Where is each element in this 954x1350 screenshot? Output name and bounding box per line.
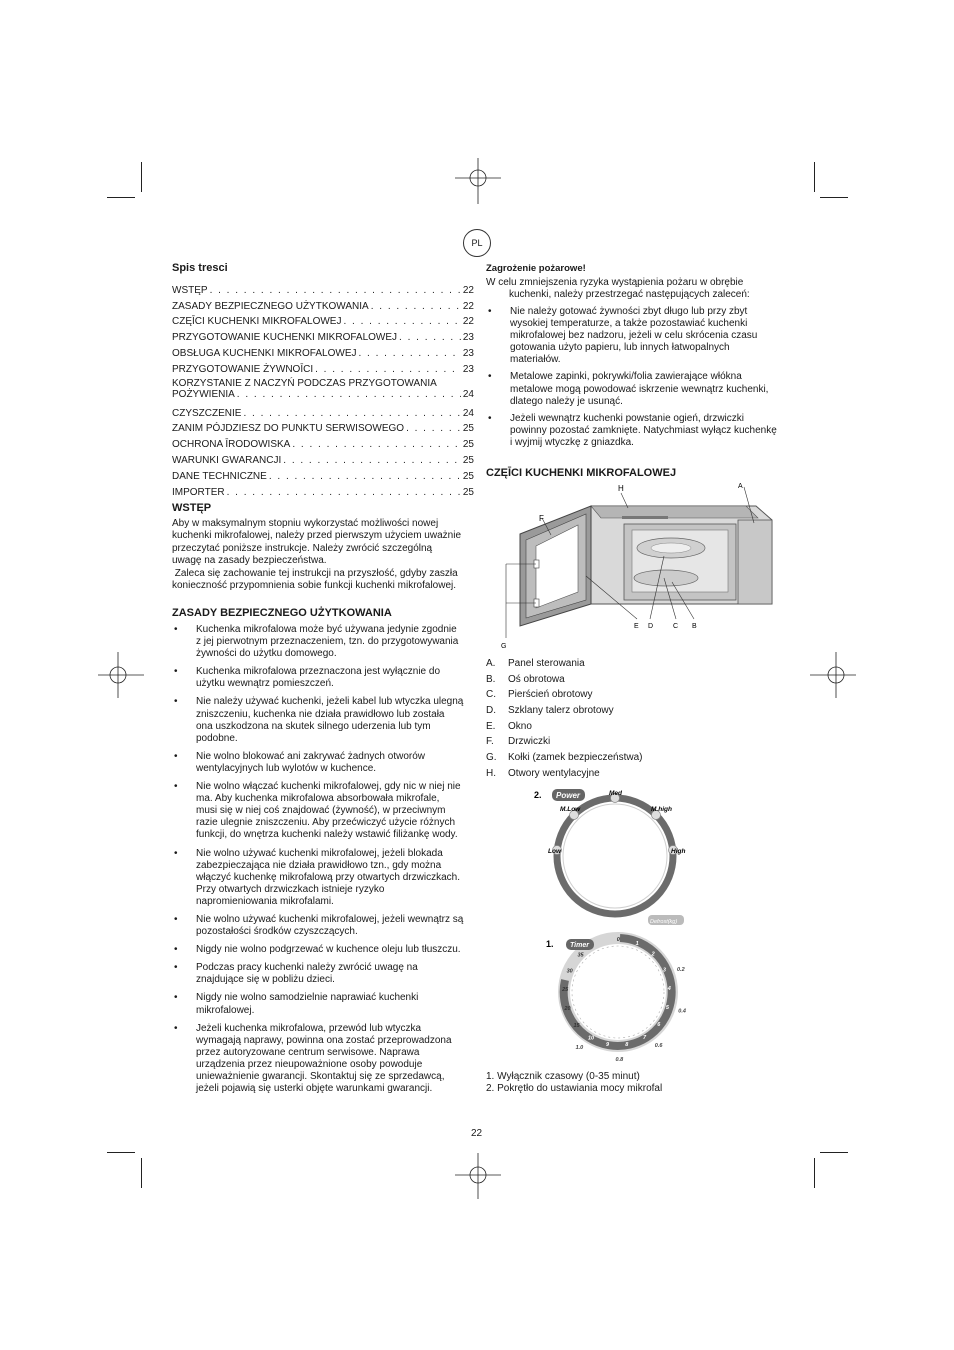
toc-item[interactable]: PRZYGOTOWANIE ŻYWNOĪCI . . . 23 — [172, 359, 474, 375]
list-item: B. Oś obrotowa — [486, 673, 565, 685]
toc-item[interactable]: PRZYGOTOWANIE KUCHENKI MIKROFALOWEJ . . . 23 — [172, 327, 474, 343]
safety-list — [172, 624, 482, 1101]
list-item: • Jeżeli wewnątrz kuchenki powstanie ogień, drzwiczki powinny pozostać zamknięte. Natychmiast wyłącz kuchenkę i wyjmij wtyczkę z gniazdka. — [486, 413, 796, 449]
label-high: High — [671, 848, 686, 855]
svg-text:Timer: Timer — [570, 942, 589, 949]
list-item: • Nigdy nie wolno podgrzewać w kuchence oleju lub tłuszczu. — [172, 944, 482, 956]
defrost-tick-label: 0.8 — [615, 1057, 624, 1063]
list-item: • Metalowe zapinki, pokrywki/folia zawierające włókna metalowe mogą powodować iskrzenie wewnątrz kuchenki, dlatego należy je usunąć. — [486, 371, 796, 407]
timer-tick-label: 30 — [566, 968, 573, 975]
crop-mark — [820, 1152, 848, 1153]
toc-item[interactable]: IMPORTER . . . 25 — [172, 482, 474, 498]
fire-intro: W celu zmniejszenia ryzyka wystąpienia pożaru w obrębie kuchenki, należy przestrzegać następujących zaleceń: — [486, 277, 750, 301]
timer-tick-label: 25 — [562, 987, 569, 993]
table-of-contents — [172, 280, 474, 498]
page-number: 22 — [471, 1128, 483, 1139]
toc-item[interactable]: ZANIM PÓJDZIESZ DO PUNKTU SERWISOWEGO . . . 25 — [172, 419, 474, 435]
language-badge: PL — [463, 229, 491, 257]
list-item: • Nigdy nie wolno samodzielnie naprawiać kuchenki mikrofalowej. — [172, 992, 482, 1016]
toc-item[interactable]: WSTĘP . . . 22 — [172, 280, 474, 296]
crop-mark — [107, 1152, 135, 1153]
label-c: C — [673, 623, 679, 630]
list-item: • Nie należy gotować żywności zbyt długo lub przy zbyt wysokiej temperaturze, a także pozostawiać kuchenki mikrofalowej bez nadzoru, jeżeli w celu skrócenia czasu gotowania użyto papieru, lub innych łatwopalnych materiałów. — [486, 306, 796, 366]
label-med: Med — [609, 790, 622, 797]
label-g: G — [501, 643, 507, 650]
list-item: F. Drzwiczki — [486, 736, 551, 748]
label-b: B — [692, 623, 697, 630]
registration-mark-icon — [455, 1153, 501, 1199]
list-item: • Kuchenka mikrofalowa przeznaczona jest wyłącznie do użytku wewnątrz pomieszczeń. — [172, 666, 482, 690]
toc-item[interactable]: OCHRONA ĪRODOWISKA . . . 25 — [172, 434, 474, 450]
section-heading-safety: ZASADY BEZPIECZNEGO UŻYTKOWANIA — [172, 607, 392, 619]
label-h: H — [618, 484, 624, 493]
label-d: D — [648, 623, 654, 630]
list-item: • Podczas pracy kuchenki należy zwrócić uwagę na znajdujące się w pobliżu dzieci. — [172, 962, 482, 986]
control-panel — [738, 520, 772, 604]
label-mhigh: M.high — [651, 806, 672, 813]
timer-tick-label: 0 — [616, 937, 620, 943]
dial-captions: 1. Wyłącznik czasowy (0-35 minut) 2. Pokrętło do ustawiania mocy mikrofal — [486, 1071, 663, 1095]
toc-item[interactable]: OBSŁUGA KUCHENKI MIKROFALOWEJ . . . 23 — [172, 343, 474, 359]
toc-item[interactable]: KORZYSTANIE Z NACZYŃ PODCZAS PRZYGOTOWANIA POŻYWIENIA . . . 24 — [172, 378, 474, 400]
crop-mark — [141, 1158, 142, 1188]
svg-text:Defrost(kg): Defrost(kg) — [650, 919, 678, 925]
section-heading-intro: WSTĘP — [172, 502, 212, 514]
label-low: Low — [548, 848, 561, 855]
power-dial[interactable] — [530, 784, 700, 924]
label-e: E — [634, 623, 639, 630]
timer-tick-label: 9 — [606, 1042, 610, 1049]
registration-mark-icon — [455, 158, 501, 204]
list-item: • Nie wolno blokować ani zakrywać żadnych otworów wentylacyjnych lub wylotów w kuchence. — [172, 751, 482, 775]
list-item: • Nie należy używać kuchenki, jeżeli kabel lub wtyczka ulegną zniszczeniu, kuchenka nie działa prawidłowo lub została ona uszkodzona na skutek silnego uderzenia lub tym podobne. — [172, 696, 482, 744]
timer-tick-label: 10 — [588, 1035, 595, 1042]
label-mlow: M.Low — [560, 806, 581, 813]
dial-number: 2. — [534, 790, 542, 800]
svg-text:Power: Power — [556, 791, 581, 800]
toc-item[interactable]: CZĘĪCI KUCHENKI MIKROFALOWEJ . . . 22 — [172, 312, 474, 328]
timer-tick-label: 1 — [635, 941, 639, 948]
timer-tick-label: 3 — [662, 967, 666, 974]
microwave-diagram — [496, 478, 786, 653]
defrost-tick-label: 0.6 — [654, 1043, 663, 1050]
crop-mark — [141, 162, 142, 192]
defrost-tick-label: 1.0 — [575, 1044, 584, 1051]
timer-tick-label: 35 — [577, 952, 584, 959]
fire-heading: Zagrożenie pożarowe! — [486, 263, 586, 274]
toc-item[interactable]: WARUNKI GWARANCJI . . . 25 — [172, 450, 474, 466]
list-item: • Kuchenka mikrofalowa może być używana jedynie zgodnie z jej pierwotnym przeznaczeniem, tzn. do przygotowywania żywności do użytku domowego. — [172, 624, 482, 660]
list-item: C. Pierścień obrotowy — [486, 689, 593, 701]
timer-tick-label: 5 — [665, 1004, 669, 1011]
list-item: G. Kołki (zamek bezpieczeństwa) — [486, 752, 643, 764]
list-item: E. Okno — [486, 720, 532, 732]
list-item: • Nie wolno używać kuchenki mikrofalowej, jeżeli wewnątrz są pozostałości środków czyszczących. — [172, 914, 482, 938]
toc-title: Spis tresci — [172, 262, 228, 274]
timer-tick-label: 8 — [625, 1042, 629, 1048]
fire-list — [486, 306, 796, 455]
section-heading-parts: CZĘĪCI KUCHENKI MIKROFALOWEJ — [486, 467, 677, 479]
crop-mark — [814, 162, 815, 192]
dial-number: 1. — [546, 939, 554, 949]
timer-tick-label: 15 — [573, 1023, 580, 1029]
timer-tick-label: 7 — [643, 1035, 647, 1041]
timer-dial[interactable] — [530, 912, 715, 1070]
crop-mark — [814, 1158, 815, 1188]
registration-mark-icon — [98, 652, 144, 698]
timer-tick-label: 2 — [651, 951, 655, 958]
timer-tick-label: 4 — [667, 985, 671, 992]
toc-item[interactable]: ZASADY BEZPIECZNEGO UŻYTKOWANIA . . . 22 — [172, 296, 474, 312]
intro-paragraph: Aby w maksymalnym stopniu wykorzystać możliwości nowej kuchenki mikrofalowej, należy przed pierwszym użyciem uważnie przeczytać poniższe instrukcje. Należy zwrócić szczególną uwagę na zasady bezpieczeństwa. Zaleca się zachowanie tej instrukcji na przyszłość, gdyby zaszła konieczność przypomnienia sobie funkcji kuchenki mikrofalowej. — [172, 518, 461, 592]
toc-item[interactable]: DANE TECHNICZNE . . . 25 — [172, 466, 474, 482]
list-item: H. Otwory wentylacyjne — [486, 767, 600, 779]
label-a: A — [738, 483, 743, 490]
timer-tick-label: 6 — [657, 1022, 661, 1028]
list-item: D. Szklany talerz obrotowy — [486, 705, 614, 717]
label-f: F — [539, 514, 544, 523]
list-item: • Jeżeli kuchenka mikrofalowa, przewód lub wtyczka wymagają naprawy, powinna ona zostać przeprowadzona przez autoryzowane centrum serwisowe. Naprawa urządzenia przez nieupoważnione osoby powoduje unieważnienie gwarancji. Skontaktuj się ze sprzedawcą, jeżeli pojawią się usterki objęte warunkami gwarancji. — [172, 1023, 482, 1096]
toc-item[interactable]: CZYSZCZENIE . . . 24 — [172, 403, 474, 419]
list-item: • Nie wolno używać kuchenki mikrofalowej, jeżeli blokada zabezpieczająca nie działa prawidłowo tzn., gdy można włączyć kuchenkę mikrofalową przy otwartych drzwiczkach. Przy otwartych drzwiczkach istnieje ryzyko napromieniowania mikrofalami. — [172, 848, 482, 908]
timer-tick-label: 20 — [564, 1006, 571, 1012]
defrost-tick-label: 0.4 — [678, 1008, 686, 1015]
list-item: • Nie wolno włączać kuchenki mikrofalowej, gdy nic w niej nie ma. Aby kuchenka mikrofalowa absorbowała mikrofale, musi się w niej coś znajdować (żywność), w przeciwnym razie ulegnie zniszczeniu. Aby przećwiczyć użycie różnych funkcji, do wnętrza kuchenki należy wstawić filiżankę wody. — [172, 781, 482, 841]
list-item: A. Panel sterowania — [486, 658, 585, 669]
registration-mark-icon — [810, 652, 856, 698]
parts-list — [486, 658, 643, 784]
crop-mark — [107, 197, 135, 198]
crop-mark — [820, 197, 848, 198]
defrost-tick-label: 0.2 — [677, 967, 685, 974]
turntable — [634, 570, 698, 586]
